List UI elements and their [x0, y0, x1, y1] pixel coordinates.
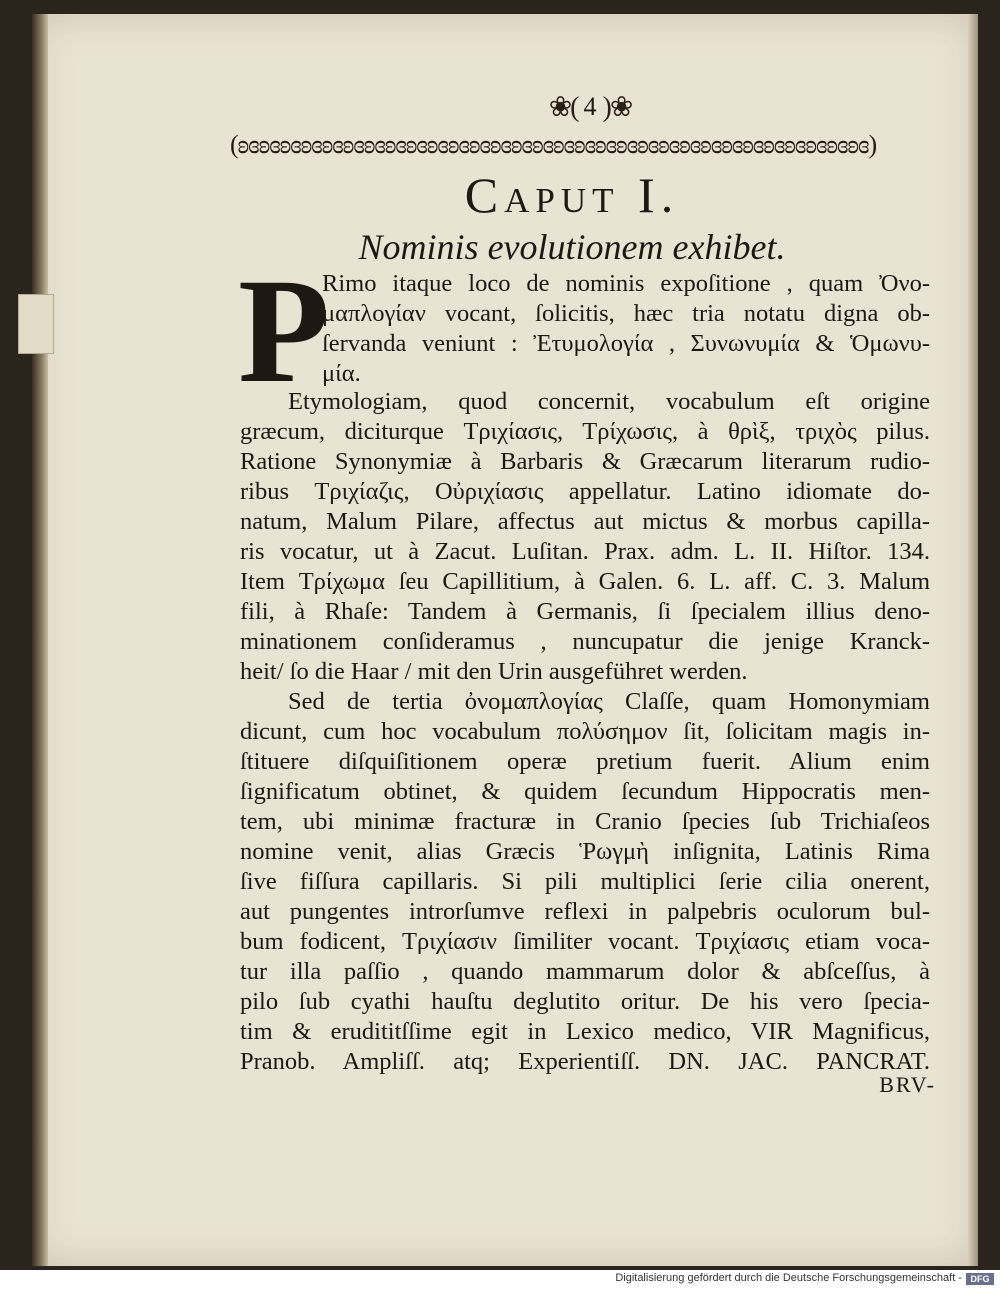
text-line: fili, à Rhaſe: Tandem à Germanis, ſi ſpecialem illius deno-	[240, 598, 930, 625]
text-line: ſtituere diſquiſitionem operæ pretium fuerit. Alium enim	[240, 748, 930, 775]
text-line: ſive fiſſura capillaris. Si pili multiplici ſerie cilia onerent,	[240, 868, 930, 895]
page-edge	[968, 14, 978, 1266]
dfg-logo[interactable]: DFG	[966, 1273, 994, 1285]
text-line: ſervanda veniunt : Ἐτυμολογία , Συνωνυμία & Ὁμωνυ-	[322, 330, 930, 357]
text-line: Etymologiam, quod concernit, vocabulum eſt origine	[288, 388, 930, 415]
text-line: ris vocatur, ut à Zacut. Luſitan. Prax. adm. L. II. Hiſtor. 134.	[240, 538, 930, 565]
text-line: Item Τρίχωμα ſeu Capillitium, à Galen. 6. L. aff. C. 3. Malum	[240, 568, 930, 595]
drop-cap: P	[238, 248, 330, 414]
text-line: natum, Malum Pilare, affectus aut mictus & morbus capilla-	[240, 508, 930, 535]
text-line: tur illa paſſio , quando mammarum dolor & abſceſſus, à	[240, 958, 930, 985]
text-line: græcum, diciturque Τριχίασις, Τρίχωσις, à θρὶξ, τριχὸς pilus.	[240, 418, 930, 445]
text-line: μαπλογίαν vocant, ſolicitis, hæc tria notatu digna ob-	[322, 300, 930, 327]
text-line: dicunt, cum hoc vocabulum πολύσημον ſit, ſolicitam magis in-	[240, 718, 930, 745]
text-line: ribus Τριχίαζις, Οὐριχίασις appellatur. Latino idiomate do-	[240, 478, 930, 505]
page-gutter	[32, 14, 48, 1266]
catchword: BRV-	[879, 1072, 936, 1097]
text-line: heit/ ſo die Haar / mit den Urin ausgeführet werden.	[240, 658, 748, 685]
bookmark-tab	[18, 294, 54, 354]
book-page	[32, 14, 978, 1266]
text-line: μία.	[322, 360, 361, 387]
header-ornament-border: (ʚɞʚɞʚɞʚɞʚɞʚɞʚɞʚɞʚɞʚɞʚɞʚɞʚɞʚɞʚɞʚɞʚɞʚɞʚɞʚɞʚɞʚɞʚɞʚɞʚɞʚɞʚɞʚɞʚɞʚɞ)	[230, 130, 877, 159]
footer-bar	[0, 1270, 1000, 1289]
funding-credit: Digitalisierung gefördert durch die Deutsche Forschungsgemeinschaft -	[615, 1272, 962, 1284]
text-line: Ratione Synonymiæ à Barbaris & Græcarum literarum rudio-	[240, 448, 930, 475]
text-line: bum fodicent, Τριχίασιν ſimiliter vocant. Τριχίασις etiam voca-	[240, 928, 930, 955]
text-line: Sed de tertia ὀνομαπλογίας Claſſe, quam Homonymiam	[288, 688, 930, 715]
ornament-left: ❀(	[548, 92, 578, 123]
text-line: minationem conſideramus , nuncupatur die jenige Kranck-	[240, 628, 930, 655]
text-line: pilo ſub cyathi hauſtu deglutito oritur. De his vero ſpecia-	[240, 988, 930, 1015]
text-line: Pranob. Ampliſſ. atq; Experientiſſ. DN. JAC. PANCRAT.	[240, 1048, 930, 1075]
text-line: aut pungentes introrſumve reflexi in palpebris oculorum bul-	[240, 898, 930, 925]
chapter-subtitle: Nominis evolutionem exhibet.	[358, 227, 786, 267]
chapter-title: Caput I.	[464, 167, 680, 223]
text-line: tem, ubi minimæ fracturæ in Cranio ſpecies ſub Trichiaſeos	[240, 808, 930, 835]
text-line: ſignificatum obtinet, & quidem ſecundum Hippocratis men-	[240, 778, 930, 805]
ornament-right: )❀	[602, 92, 632, 123]
page-number: 4	[583, 92, 597, 121]
page-number-header	[480, 90, 700, 124]
text-line: tim & erudititſſime egit in Lexico medico, VIR Magnificus,	[240, 1018, 930, 1045]
text-line: nomine venit, alias Græcis Ῥωγμὴ inſignita, Latinis Rima	[240, 838, 930, 865]
text-line: Rimo itaque loco de nominis expoſitione , quam Ὀνο-	[322, 270, 930, 297]
